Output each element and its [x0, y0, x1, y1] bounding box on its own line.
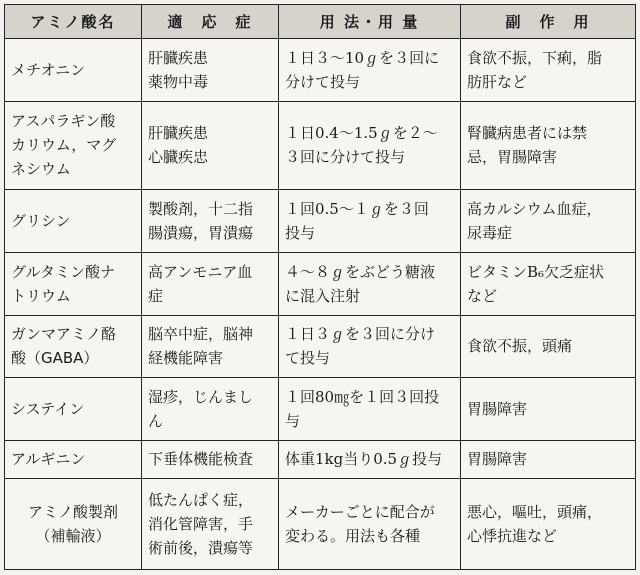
- amino-acid-table: [4, 4, 636, 570]
- dosage-cell: メーカーごとに配合が 変わる。用法も各種: [279, 479, 461, 570]
- amino-acid-name: グリシン: [5, 190, 142, 253]
- amino-acid-name: アミノ酸製剤 （補輸液）: [5, 479, 142, 570]
- amino-acid-name: グルタミン酸ナ トリウム: [5, 252, 142, 315]
- dosage-cell: 体重1kg当り0.5ℊ投与: [279, 440, 461, 478]
- dosage-cell: １日３ℊを３回に分け て投与: [279, 315, 461, 378]
- side-effects-cell: 胃腸障害: [461, 378, 636, 441]
- amino-acid-name: メチオニン: [5, 39, 142, 102]
- amino-acid-name: ガンマアミノ酪 酸（GABA）: [5, 315, 142, 378]
- amino-acid-name: システイン: [5, 378, 142, 441]
- indication-cell: 高アンモニア血 症: [142, 252, 279, 315]
- table-row: [5, 101, 636, 190]
- table-row: [5, 315, 636, 378]
- dosage-cell: ４〜８ℊをぶどう糖液 に混入注射: [279, 252, 461, 315]
- dosage-cell: １回80㎎を１回３回投 与: [279, 378, 461, 441]
- side-effects-cell: ビタミンB₆欠乏症状 など: [461, 252, 636, 315]
- table-row: [5, 479, 636, 570]
- header-dosage: 用 法・用 量: [279, 5, 461, 39]
- side-effects-cell: 食欲不振，頭痛: [461, 315, 636, 378]
- table-row: [5, 440, 636, 478]
- indication-cell: 脳卒中症，脳神 経機能障害: [142, 315, 279, 378]
- indication-cell: 低たんぱく症， 消化管障害，手 術前後，潰瘍等: [142, 479, 279, 570]
- indication-cell: 肝臓疾患 薬物中毒: [142, 39, 279, 102]
- table-row: [5, 378, 636, 441]
- header-amino-acid-name: アミノ酸名: [5, 5, 142, 39]
- side-effects-cell: 腎臓病患者には禁 忌，胃腸障害: [461, 101, 636, 190]
- header-indication: 適 応 症: [142, 5, 279, 39]
- indication-cell: 下垂体機能検査: [142, 440, 279, 478]
- indication-cell: 製酸剤，十二指 腸潰瘍，胃潰瘍: [142, 190, 279, 253]
- side-effects-cell: 食欲不振，下痢，脂 肪肝など: [461, 39, 636, 102]
- dosage-cell: １日３〜10ℊを３回に 分けて投与: [279, 39, 461, 102]
- amino-acid-name: アスパラギン酸 カリウム，マグ ネシウム: [5, 101, 142, 190]
- table-row: [5, 39, 636, 102]
- header-row: [5, 5, 636, 39]
- table-row: [5, 252, 636, 315]
- side-effects-cell: 胃腸障害: [461, 440, 636, 478]
- header-side-effects: 副 作 用: [461, 5, 636, 39]
- dosage-cell: １回0.5〜１ℊを３回 投与: [279, 190, 461, 253]
- amino-acid-name: アルギニン: [5, 440, 142, 478]
- dosage-cell: １日0.4〜1.5ℊを２〜 ３回に分けて投与: [279, 101, 461, 190]
- indication-cell: 肝臓疾患 心臓疾忠: [142, 101, 279, 190]
- indication-cell: 湿疹，じんまし ん: [142, 378, 279, 441]
- table-row: [5, 190, 636, 253]
- side-effects-cell: 高カルシウム血症， 尿毒症: [461, 190, 636, 253]
- side-effects-cell: 悪心，嘔吐，頭痛， 心悸抗進など: [461, 479, 636, 570]
